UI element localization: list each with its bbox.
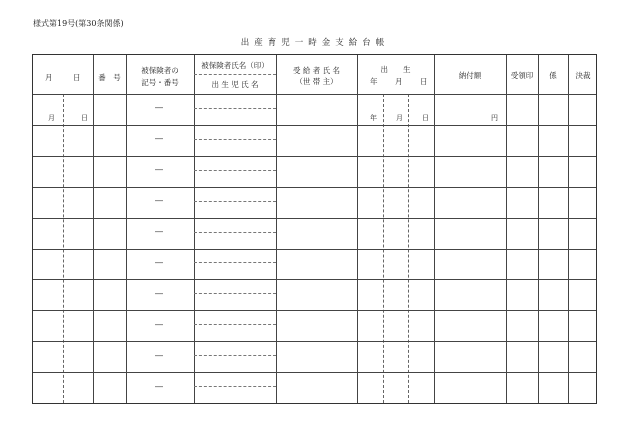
row-dash: ―	[155, 320, 163, 329]
column-divider	[538, 55, 539, 403]
name-row-split	[194, 324, 276, 325]
column-divider	[568, 55, 569, 403]
row-dash: ―	[155, 351, 163, 360]
ledger-title: 出産育児一時金支給台帳	[240, 38, 390, 48]
form-number-label: 様式第19号(第30条関係)	[33, 19, 124, 28]
header-divider	[33, 94, 596, 95]
header-insured-id-2: 記号・番号	[141, 78, 179, 87]
header-birth: 出 生	[380, 65, 411, 74]
header-payment-amount: 納付額	[458, 71, 482, 80]
name-row-split	[194, 232, 276, 233]
ledger-table	[32, 54, 597, 404]
row-dash: ―	[155, 227, 163, 236]
name-row-split	[194, 201, 276, 202]
column-divider	[357, 55, 358, 403]
row-divider	[33, 218, 596, 219]
row-divider	[33, 372, 596, 373]
row-dash: ―	[155, 289, 163, 298]
header-newborn-name: 出 生 児 氏 名	[211, 80, 259, 89]
row1-day-unit: 日	[81, 114, 88, 122]
header-receipt-seal: 受領印	[510, 71, 534, 80]
row-dash: ―	[155, 103, 163, 112]
row-dash: ―	[155, 382, 163, 391]
name-row-split	[194, 262, 276, 263]
header-birth-day: 日	[420, 77, 428, 86]
row-divider	[33, 125, 596, 126]
name-header-split	[194, 74, 276, 75]
name-row-split	[194, 170, 276, 171]
row-divider	[33, 249, 596, 250]
header-birth-month: 月	[395, 77, 403, 86]
row-divider	[33, 156, 596, 157]
row1-yen-unit: 円	[491, 114, 498, 122]
row1-birth-day-unit: 日	[422, 114, 429, 122]
row1-birth-month-unit: 月	[396, 114, 403, 122]
row-divider	[33, 310, 596, 311]
row1-year-unit: 年	[370, 114, 377, 122]
row-divider	[33, 341, 596, 342]
row-dash: ―	[155, 134, 163, 143]
header-insured-name: 被保険者氏名（印）	[201, 61, 269, 70]
name-row-split	[194, 355, 276, 356]
header-number: 番 号	[98, 73, 121, 82]
row-dash: ―	[155, 165, 163, 174]
header-day: 日	[73, 73, 81, 82]
column-divider	[276, 55, 277, 403]
header-approval: 決裁	[575, 71, 591, 80]
row-divider	[33, 279, 596, 280]
header-insured-id-1: 被保険者の	[141, 66, 179, 75]
column-divider	[93, 55, 94, 403]
column-divider	[506, 55, 507, 403]
row-divider	[33, 187, 596, 188]
name-row-split	[194, 139, 276, 140]
header-birth-year: 年	[370, 77, 378, 86]
name-row-split	[194, 293, 276, 294]
name-row-split	[194, 108, 276, 109]
header-recipient-2: （世 帯 主）	[295, 77, 338, 86]
header-recipient-1: 受 給 者 氏 名	[292, 66, 341, 75]
name-row-split	[194, 386, 276, 387]
row-dash: ―	[155, 258, 163, 267]
row-dash: ―	[155, 196, 163, 205]
column-divider	[434, 55, 435, 403]
header-month: 月	[45, 73, 53, 82]
column-divider	[126, 55, 127, 403]
row1-month-unit: 月	[48, 114, 55, 122]
header-clerk: 係	[549, 71, 557, 80]
